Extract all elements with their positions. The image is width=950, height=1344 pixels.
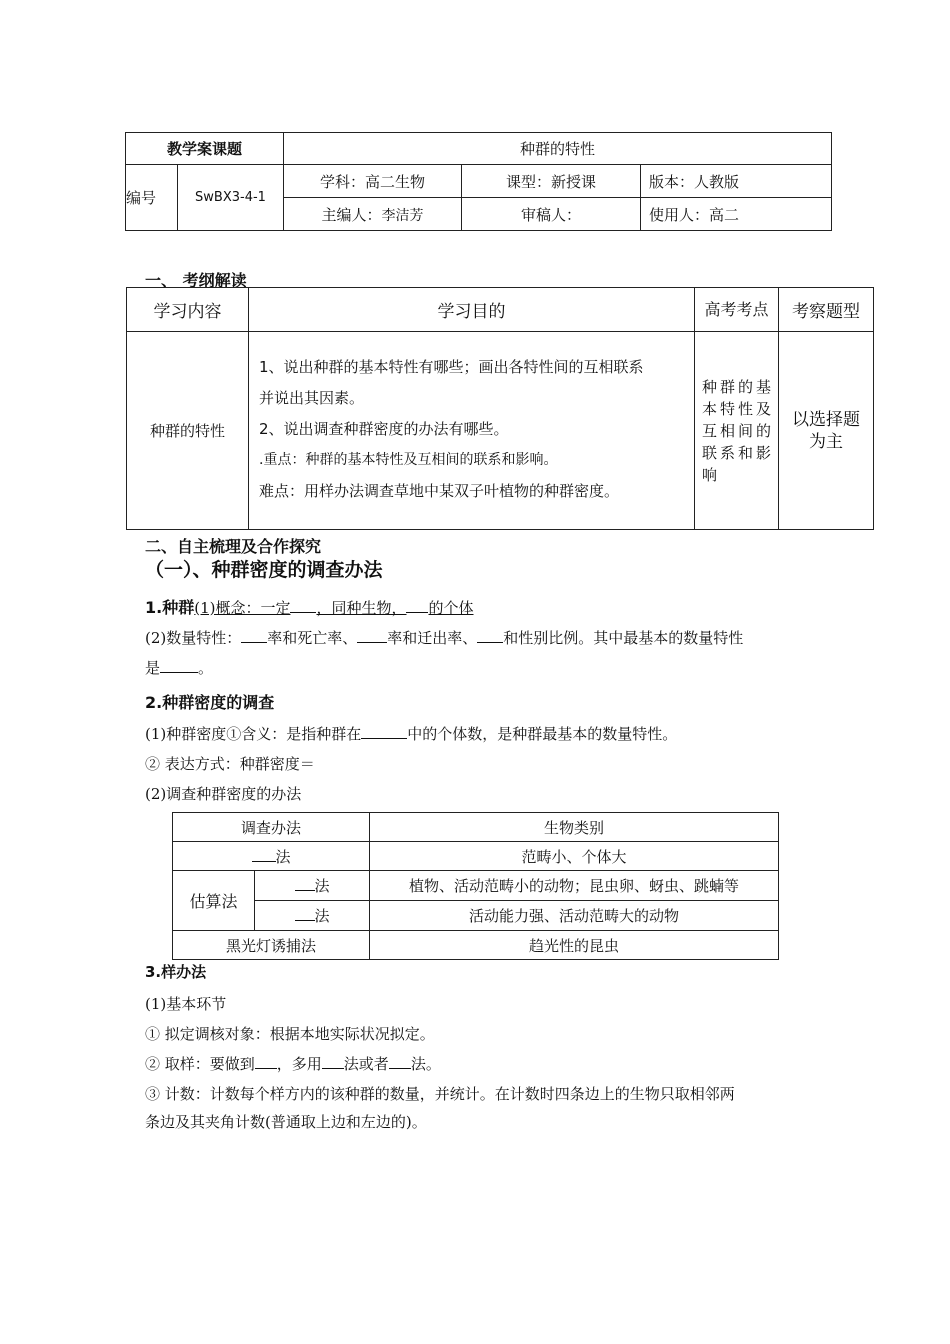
editor-cell — [284, 198, 462, 231]
h-category: 生物类别 — [370, 813, 779, 842]
goal-cell — [249, 332, 695, 530]
section1-heading: 一、 考纲解读 — [145, 271, 247, 290]
syllabus-table — [126, 287, 874, 530]
user-cell: 使用人：高二 — [641, 198, 832, 231]
blank-6[interactable] — [160, 658, 198, 673]
r2-category: 植物、活动范畴小的动物；昆虫卵、蚜虫、跳蝻等 — [370, 871, 779, 901]
p1-concept-a: (1)概念：一定 — [194, 599, 291, 617]
col-exam-point: 高考考点 — [695, 288, 779, 332]
blank-8[interactable] — [252, 847, 276, 862]
p1-quant-b: 率和死亡率、 — [267, 629, 358, 647]
header-table — [125, 132, 832, 231]
h-method: 调查办法 — [173, 813, 370, 842]
blank-5[interactable] — [477, 628, 503, 643]
p3-basic: (1)基本环节 — [145, 995, 227, 1013]
p3-step2-b: ，多用 — [276, 1055, 322, 1073]
r3-method — [255, 901, 370, 931]
edition-cell: 版本：人教版 — [641, 165, 832, 198]
code-value: SwBX3-4-1 — [178, 165, 284, 231]
p1-quant-e: 是 — [145, 659, 161, 677]
editor-name: 李洁芳 — [381, 207, 424, 224]
p3-step1: ① 拟定调核对象：根据本地实际状况拟定。 — [145, 1025, 435, 1043]
p2-methods: (2)调查种群密度的办法 — [145, 785, 302, 803]
r1-method — [173, 842, 370, 871]
blank-12[interactable] — [322, 1054, 344, 1069]
p3-title: 3.样办法 — [145, 963, 207, 981]
p1-concept-line — [145, 595, 474, 618]
p3-step2-a: ② 取样：要做到 — [145, 1055, 255, 1073]
col-question-type: 考察题型 — [779, 288, 874, 332]
p1-quant-d: 和性别比例。其中最基本的数量特性 — [503, 629, 744, 647]
p1-quant-line — [145, 627, 743, 648]
title-label: 教学案课题 — [126, 133, 284, 165]
blank-9[interactable] — [295, 876, 315, 891]
p3-step3-a: ③ 计数：计数每个样方内的该种群的数量，并统计。在计数时四条边上的生物只取相邻两 — [145, 1085, 735, 1103]
p1-concept-c: 的个体 — [428, 599, 474, 617]
r2-method — [255, 871, 370, 901]
question-type-cell: 以选择题为主 — [779, 332, 874, 530]
editor-label: 主编人： — [321, 205, 382, 224]
reviewer-cell: 审稿人： — [462, 198, 641, 231]
p2-def-line — [145, 723, 677, 744]
code-label: 编号 — [126, 165, 178, 231]
p1-title: 1.种群 — [145, 598, 195, 617]
blank-1[interactable] — [290, 598, 316, 613]
goal-1b: 并说出其因素。 — [259, 389, 365, 407]
p1-quant-c: 率和迁出率、 — [387, 629, 478, 647]
r1-suffix: 法 — [275, 847, 291, 866]
goal-key: .重点：种群的基本特性及互相间的联系和影响。 — [259, 452, 558, 468]
blank-4[interactable] — [357, 628, 387, 643]
subject-cell: 学科：高二生物 — [284, 165, 462, 198]
blank-2[interactable] — [406, 598, 428, 613]
p1-quant-f: 。 — [198, 659, 214, 677]
p3-step2-line — [145, 1053, 441, 1074]
estimate-cell: 估算法 — [173, 871, 255, 931]
p2-def-a: (1)种群密度①含义：是指种群在 — [145, 725, 362, 743]
p3-step2-c: 法或者 — [343, 1055, 389, 1073]
p1-quant-a: (2)数量特性： — [145, 629, 242, 647]
r4-category: 趋光性的昆虫 — [370, 931, 779, 960]
blank-7[interactable] — [361, 724, 407, 739]
method-table — [172, 812, 779, 960]
goal-difficult: 难点：用样办法调查草地中某双子叶植物的种群密度。 — [259, 482, 620, 500]
content-cell: 种群的特性 — [127, 332, 249, 530]
p3-step3-b: 条边及其夹角计数(普通取上边和左边的)。 — [145, 1113, 427, 1131]
title-value: 种群的特性 — [284, 133, 832, 165]
p1-quant-line-2 — [145, 657, 213, 678]
r3-suffix: 法 — [314, 907, 330, 925]
col-content: 学习内容 — [127, 288, 249, 332]
p2-title: 2.种群密度的调查 — [145, 693, 275, 712]
blank-3[interactable] — [241, 628, 267, 643]
blank-11[interactable] — [255, 1054, 277, 1069]
blank-13[interactable] — [389, 1054, 411, 1069]
goal-1a: 1、说出种群的基本特性有哪些；画出各特性间的互相联系 — [259, 358, 644, 376]
section2-subheading: （一）、种群密度的调查办法 — [145, 559, 383, 581]
p3-step2-d: 法。 — [410, 1055, 441, 1073]
p2-expr: ② 表达方式：种群密度＝ — [145, 755, 315, 773]
col-goal: 学习目的 — [249, 288, 695, 332]
r2-suffix: 法 — [314, 877, 330, 895]
p1-concept-b: ，同种生物， — [316, 599, 407, 617]
blank-10[interactable] — [295, 906, 315, 921]
r3-category: 活动能力强、活动范畴大的动物 — [370, 901, 779, 931]
r4-method: 黑光灯诱捕法 — [173, 931, 370, 960]
goal-2: 2、说出调查种群密度的办法有哪些。 — [259, 420, 509, 438]
p2-def-b: 中的个体数，是种群最基本的数量特性。 — [407, 725, 678, 743]
section2-heading: 二、自主梳理及合作探究 — [145, 537, 322, 556]
exam-point-cell: 种群的基本特性及互相间的联系和影响 — [695, 332, 779, 530]
lesson-type-cell: 课型：新授课 — [462, 165, 641, 198]
r1-category: 范畴小、个体大 — [370, 842, 779, 871]
